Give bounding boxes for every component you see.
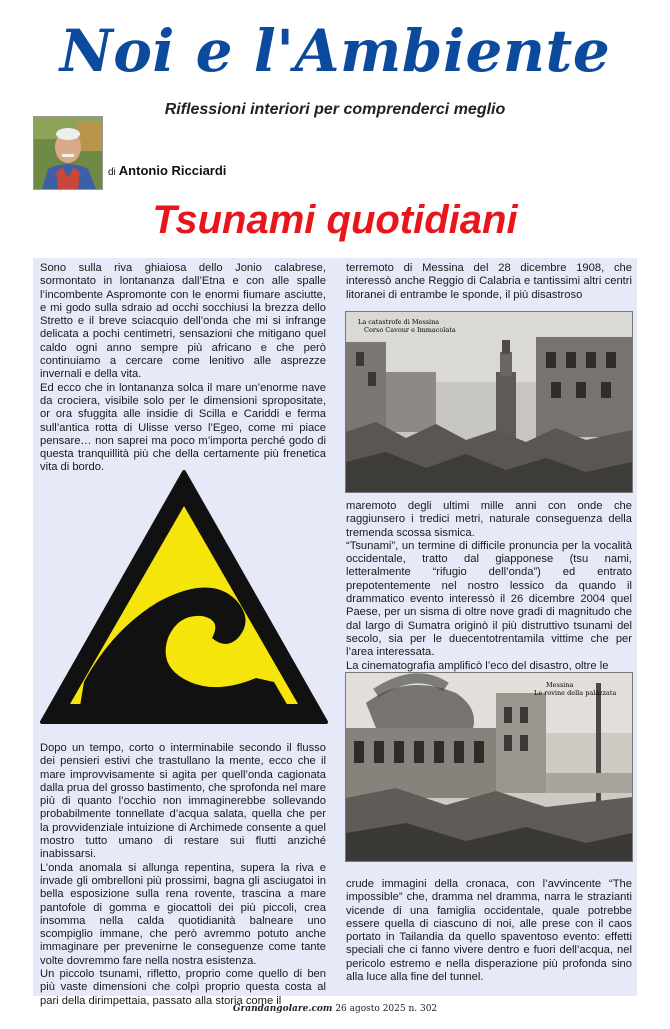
author-name: Antonio Ricciardi [118, 163, 227, 178]
masthead-title: Noi e l'Ambiente [59, 17, 611, 85]
footer-site-link[interactable]: Grandangolare.com [232, 1004, 333, 1014]
article-text-col1-bottom: Dopo un tempo, corto o interminabile secondo il flusso dei pensieri estivi che trastullano la mente, ecco che il mare improvvisamente si agita per quell’onda cagionata dalla prua del grosso bastimento, che sprofonda nel mare più di quanto l’occhio non immaginerebbe sollevando probabilmente tonnellate d’acqua salata, quella che per la provvidenziale intuizione di Archimede consente a quel mostro tutto umano di restare sui flutti anziché inabissarsi. L’onda anomala si allunga repentina, supera la riva e invade gli ombrelloni più prossimi, bagna gli asciugatoi in bella esposizione sulla rena rovente, trascina a mare pantofole di gomma e giocattoli dei più piccoli, crea insomma nella calda quotidianità balneare uno scompiglio immane, che però avremmo potuto anche immaginare per prevenirne le conseguenze come tante volte dovremmo fare nella nostra esistenza. Un piccolo tsunami, rifletto, proprio come quello di ben più vaste dimensioni che colpì proprio questa costa al pari della dirimpettaia, passato alla storia come il [40, 742, 326, 1007]
tsunami-warning-sign [40, 470, 328, 726]
photo2-caption-line2: Le rovine della palazzata [534, 689, 617, 697]
article-text-col1-top: Sono sulla riva ghiaiosa dello Jonio calabrese, sormontato in lontananza dall’Etna e con alle spalle l’incombente Aspromonte con le enormi fiumare asciutte, e mi godo sulla sdraio ad occhi socchiusi la brezza dello Stretto e il breve sciacquio dell’onda che mi si infrange delicata a pochi centimetri, sensazioni che mitigano quel caldo ogni anno sempre più africano e che però continuiamo a cercare come lenitivo alle asprezze invernali e della vita. Ed ecco che in lontananza solca il mare un’enorme nave da crociera, visibile solo per le dimensioni spropositate, or ora sfuggita alle insidie di Scilla e Cariddi e ferma sull’antica rotta di Ulisse verso l’Egeo, come mi piace pensare… non saprei ma poco m’importa perché godo di questa tranquillità più che della certamente più frenetica vita di bordo. [40, 262, 326, 474]
author-prefix: di [108, 167, 116, 178]
footer [0, 1004, 670, 1014]
footer-issue: 26 agosto 2025 n. 302 [335, 1004, 438, 1014]
photo-messina-ruins-corso [345, 311, 633, 493]
author-byline [108, 163, 226, 178]
article-text-col2-middle: maremoto degli ultimi mille anni con onde che raggiunsero i tredici metri, naturale conseguenza della tremenda scossa sismica. “Tsunami”, un termine di difficile pronuncia per la vocalità occidentale, tratto dal giapponese (tsu nami, letteralmente “rifugio dell’onda”) ed entrato prepotentemente nel nostro lessico da quando il drammatico evento interessò il 26 dicembre 2004 quel Paese, per un sisma di oltre nove gradi di magnitudo che dal largo di Sumatra originò il più distruttivo tsunami del secolo, sia per le duecentotrentamila vittime che per l’area interessata. La cinematografia amplificò l’eco del disastro, oltre le [346, 500, 632, 672]
photo1-caption-line1: La catastrofe di Messina [358, 318, 440, 326]
masthead-subtitle: Riflessioni interiori per comprenderci meglio [164, 101, 506, 118]
photo2-caption-line1: Messina [546, 681, 574, 689]
article-text-col2-bottom: crude immagini della cronaca, con l’avvincente “The impossible” che, dramma nel dramma, narra le strazianti vicende di una famiglia occidentale, quale potrebbe essere quella di ciascuno di noi, alle prese con il caos portato in Tailandia da quello spaventoso evento: effetti speciali che ci fanno vivere dentro e fuori dell’acqua, nel pericolo estremo e nella disperazione più profonda sino alla luce alla fine del tunnel. [346, 878, 632, 984]
article-headline: Tsunami quotidiani [152, 198, 518, 242]
author-photo [33, 116, 103, 190]
photo1-caption-line2: Corso Cavour e Immacolata [364, 326, 456, 334]
photo-messina-palazzata-ruins [345, 672, 633, 862]
article-text-col2-top: terremoto di Messina del 28 dicembre 1908, che interessò anche Reggio di Calabria e tantissimi altri centri litoranei di entrambe le sponde, il più disastroso [346, 262, 632, 301]
